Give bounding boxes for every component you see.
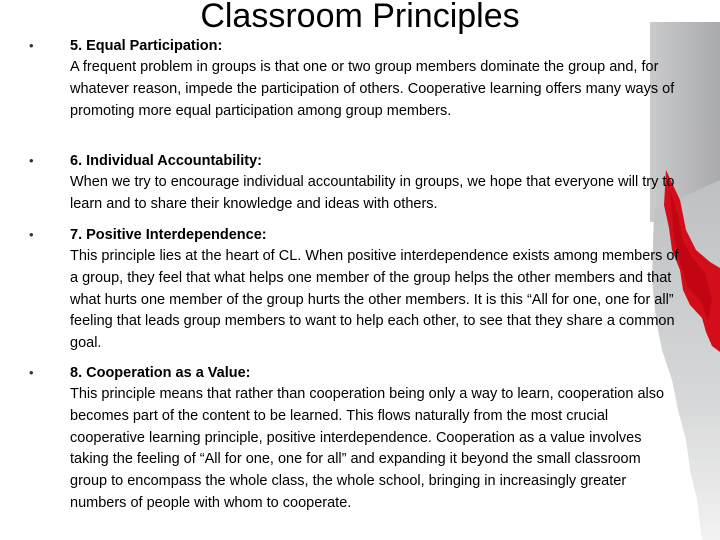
principle-heading: 5. Equal Participation: bbox=[70, 38, 223, 54]
principle-item-individual-accountability bbox=[29, 150, 680, 216]
bullet-marker: • bbox=[29, 365, 34, 380]
principle-item-equal-participation bbox=[29, 35, 680, 122]
principle-text: A frequent problem in groups is that one or two group members dominate the group and, for whatever reason, impede the participation of others. Cooperative learning offers many ways of promoting more equal participation among group members. bbox=[70, 59, 675, 119]
bullet-marker: • bbox=[29, 227, 34, 242]
slide-title: Classroom Principles bbox=[200, 0, 520, 35]
principle-heading: 8. Cooperation as a Value: bbox=[70, 365, 251, 381]
principle-text: When we try to encourage individual accountability in groups, we hope that everyone will try to learn and to share their knowledge and ideas with others. bbox=[70, 174, 675, 212]
bullet-marker: • bbox=[29, 38, 34, 53]
principle-text: This principle lies at the heart of CL. When positive interdependence exists among members of a group, they feel that what helps one member of the group helps the other members and that what hurts one member of the group hurts the other members. It is this “All for one, one for all” feeling that leads group members to want to help each other, to see that they share a common goal. bbox=[70, 248, 679, 352]
bullet-marker: • bbox=[29, 153, 34, 168]
principle-heading: 7. Positive Interdependence: bbox=[70, 227, 267, 243]
principle-item-cooperation-as-value bbox=[29, 362, 680, 515]
principle-text: This principle means that rather than cooperation being only a way to learn, cooperation also becomes part of the content to be learned. This flows naturally from the most crucial cooperative learning principle, positive interdependence. Cooperation as a value involves taking the feeling of “All for one, one for all” and expanding it beyond the small classroom group to encompass the whole class, the whole school, bringing in increasingly greater numbers of people with whom to cooperate. bbox=[70, 386, 665, 511]
principle-heading: 6. Individual Accountability: bbox=[70, 153, 263, 169]
principle-item-positive-interdependence bbox=[29, 224, 680, 355]
